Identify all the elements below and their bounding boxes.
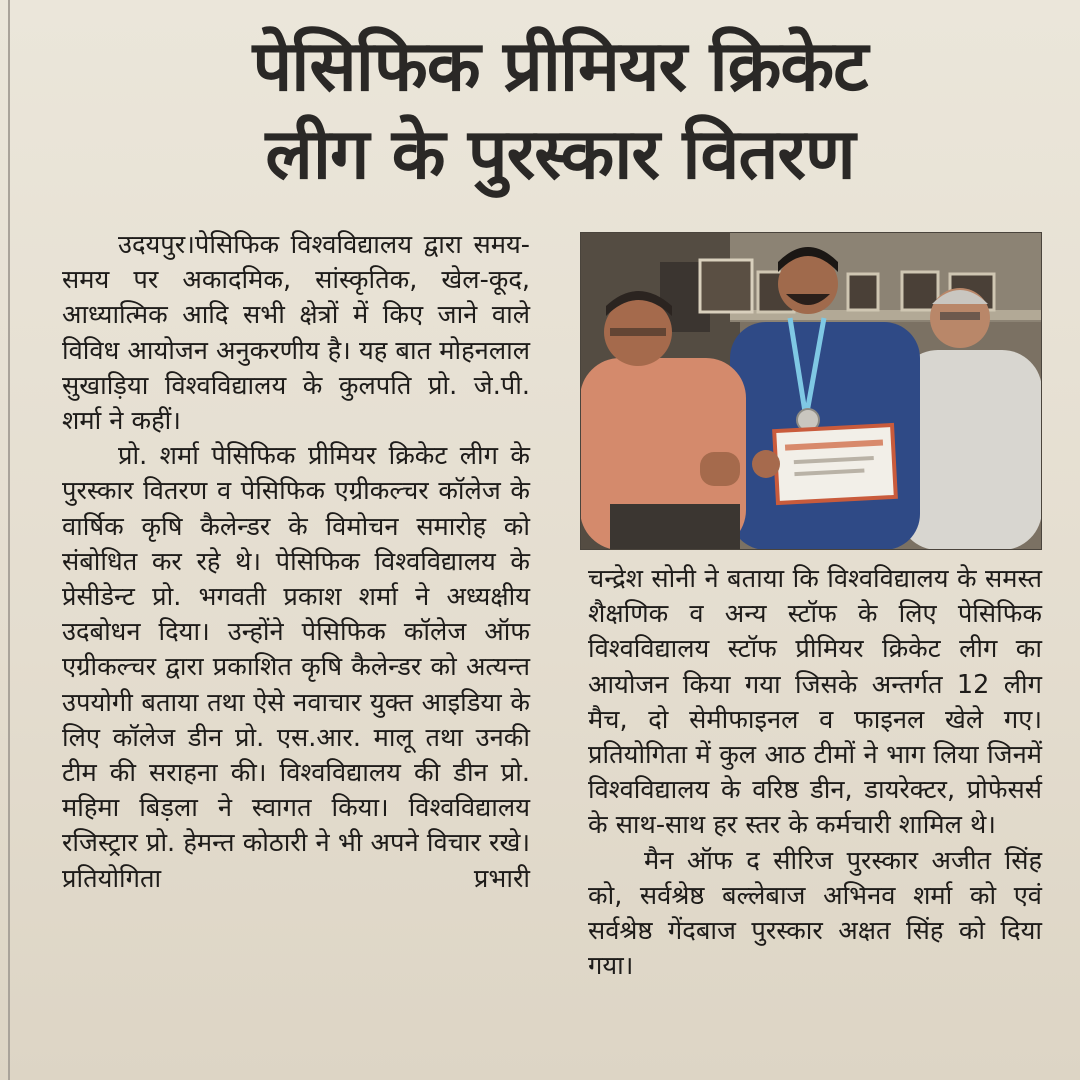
column-rule [8, 0, 10, 1080]
article-paragraph: उदयपुर।पेसिफिक विश्वविद्यालय द्वारा समय-समय पर अकादमिक, सांस्कृतिक, खेल-कूद, आध्यात्मिक आदि सभी क्षेत्रों में किए जाने वाले विविध आयोजन अनुकरणीय है। यह बात मोहनलाल सुखाड़िया विश्वविद्यालय के कुलपति प्रो. जे.पी. शर्मा ने कहीं। [62, 230, 530, 437]
headline-line-2: लीग के पुरस्कार वितरण [265, 113, 855, 195]
headline-line-1: पेसिफिक प्रीमियर क्रिकेट [252, 25, 868, 107]
article-paragraph: प्रो. शर्मा पेसिफिक प्रीमियर क्रिकेट लीग के पुरस्कार वितरण व पेसिफिक एग्रीकल्चर कॉलेज के वार्षिक कृषि कैलेन्डर के विमोचन समारोह को संबोधित कर रहे थे। पेसिफिक विश्वविद्यालय के प्रेसीडेन्ट प्रो. भगवती प्रकाश शर्मा ने अध्यक्षीय उदबोधन दिया। उन्होंने पेसिफिक कॉलेज ऑफ एग्रीकल्चर द्वारा प्रकाशित कृषि कैलेन्डर को अत्यन्त उपयोगी बताया तथा ऐसे नवाचार युक्त आइडिया के लिए कॉलेज डीन प्रो. एस.आर. मालू तथा उनकी टीम की सराहना की। विश्वविद्यालय की डीन प्रो. महिमा बिड़ला ने स्वागत किया। विश्वविद्यालय रजिस्ट्रार प्रो. हेमन्त कोठारी ने भी अपने विचार रखे। प्रतियोगिता प्रभारी [62, 441, 530, 894]
article-left-column [62, 228, 530, 897]
article-right-column [588, 562, 1042, 984]
headline [60, 22, 1060, 198]
article-paragraph: चन्द्रेश सोनी ने बताया कि विश्वविद्यालय के समस्त शैक्षणिक व अन्य स्टॉफ के लिए पेसिफिक विश्वविद्यालय स्टॉफ प्रीमियर क्रिकेट लीग का आयोजन किया गया जिसके अन्तर्गत 12 लीग मैच, दो सेमीफाइनल व फाइनल खेले गए। प्रतियोगिता में कुल आठ टीमों ने भाग लिया जिनमें विश्वविद्यालय के वरिष्ठ डीन, डायरेक्टर, प्रोफेसर्स के साथ-साथ हर स्तर के कर्मचारी शामिल थे। [588, 564, 1042, 841]
news-photo [580, 232, 1042, 550]
photo-illustration [580, 232, 1042, 550]
article-paragraph: मैन ऑफ द सीरिज पुरस्कार अजीत सिंह को, सर्वश्रेष्ठ बल्लेबाज अभिनव शर्मा को एवं सर्वश्रेष्ठ गेंदबाज पुरस्कार अक्षत सिंह को दिया गया। [588, 845, 1042, 982]
